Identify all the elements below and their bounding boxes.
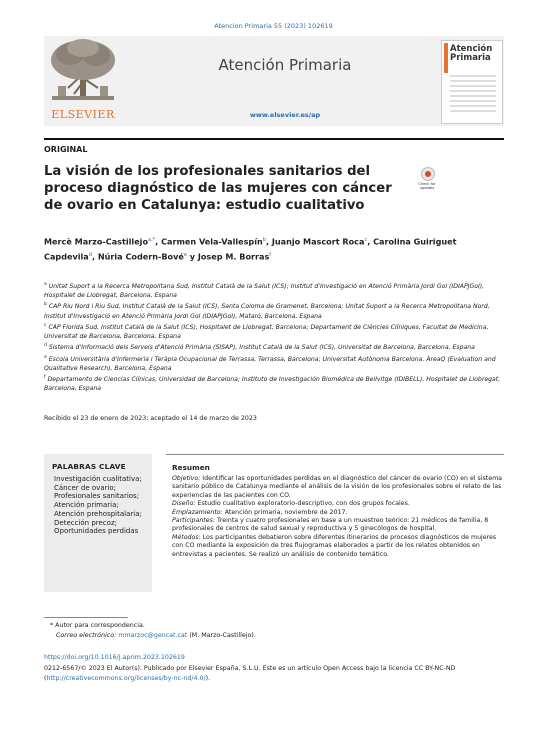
author-name[interactable]: Núria Codern-Bové [97,251,184,262]
keyword-item: Detección precoz; [54,518,117,527]
corresponding-author-note: * Autor para correspondencia. [50,622,145,629]
email-note: Correo electrónico: mmarzoc@gencat.cat (M. Marzo-Castillejo). [56,632,256,639]
article-title: La visión de los profesionales sanitarios del proceso diagnóstico de las mujeres con cáncer de ovario en Catalunya: estudio cualitativo [44,164,392,213]
author-affiliation-mark[interactable]: e [183,251,187,258]
keywords-heading: PALABRAS CLAVE [52,462,126,471]
author-affiliation-mark[interactable]: c [364,237,368,243]
author-name[interactable]: Josep M. Borras [197,251,270,262]
abstract-panel [166,454,504,592]
header-divider [44,138,504,140]
received-accepted-dates: Recibido el 23 de enero de 2023; aceptado el 14 de marzo de 2023 [44,415,257,422]
keywords-list [54,475,150,536]
affiliation-item: $^c$ CAP Florida Sud, Institut Català de la Salut (ICS), Hospitalet de Llobregat, Barcelona; Departament de Ciències Clíniques, Facultat de Medicina, Universitat de Barcelona, Barcelona, Espana [44,322,489,341]
abstract-paragraph: Objetivo: Identificar las oportunidades perdidas en el diagnóstico del cáncer de ovario (CO) en el sistema sanitario público de Catalunya mediante el análisis de la visión de los profesionales sobre el relato de las experiencias de las pacientes con CO. [172,475,503,499]
author-name[interactable]: Carolina Guiriguet Capdevila [44,236,457,262]
check-updates-icon [421,167,435,181]
doi-link[interactable]: https://doi.org/10.1016/j.aprim.2023.102619 [44,654,185,661]
publisher-name: ELSEVIER [51,108,115,121]
journal-title: Atención Primaria [218,56,352,74]
abstract-divider [166,454,504,455]
keyword-item: Oportunidades perdidas [54,527,139,536]
cover-text-lines [450,75,496,115]
section-label: ORIGINAL [44,145,88,154]
affiliation-item: $^d$ Sistema d'Informació dels Serveis d'Atenció Primària (SISAP), Institut Català de la Salut (ICS), Universitat de Barcelona, Barcelona, Espana [44,343,475,352]
cover-title: Atención Primaria [450,44,493,63]
author-name[interactable]: Mercè Marzo-Castillejo [44,236,149,247]
author-affiliation-mark[interactable]: b [262,237,266,243]
abstract-paragraph: Diseño: Estudio cualitativo exploratorio-descriptivo, con dos grupos focales. [172,500,410,508]
keyword-item: Atención primaria; [54,501,119,510]
affiliation-item: $^e$ Escola Universitària d'Infermeria i Teràpia Ocupacional de Terrassa, Terrassa, Barcelona; Universitat Autònoma Barcelona. ÀreaQ (Evaluation and Qualitative Research), Barcelona, Espana [44,354,496,372]
author-affiliation-mark[interactable]: d [88,251,92,258]
abstract-body [172,475,506,559]
license-link[interactable]: http://creativecommons.org/licenses/by-nc-nd/4.0/ [46,674,206,682]
abstract-paragraph: Métodos: Los participantes debatieron sobre diferentes itinerarios de procesos diagnósticos de mujeres con CO mediante la exposición de tres flujogramas elaborados a partir de los relatos obtenidos en entrevistas a pacientes. Se realizó un análisis de contenido temático. [172,533,497,558]
affiliation-item: $^f$ Departamento de Ciencias Clínicas, Universidad de Barcelona; Instituto de Investigación Biomédica de Bellvitge (IDIBELL), Hospitalet de Llobregat, Barcelona, Espana [44,375,501,393]
keyword-item: Investigación cualitativa; [54,475,142,483]
keywords-panel [44,454,152,592]
journal-url-link[interactable]: www.elsevier.es/ap [249,111,321,119]
license-statement: 0212-6567/© 2023 El Autor(s). Publicado por Elsevier España, S.L.U. Este es un artículo Open Access bajo la licencia CC BY-NC-ND (http://creativecommons.org/licenses/by-nc-nd/4.0/). [44,665,456,682]
email-link[interactable]: mmarzoc@gencat.cat [118,632,188,639]
author-affiliation-mark[interactable]: f [269,251,272,258]
journal-cover-image [441,40,503,124]
author-name[interactable]: Carmen Vela-Vallespín [161,236,263,247]
author-name[interactable]: Juanjo Mascort Roca [271,236,365,247]
author-list: Mercè Marzo-Castillejo$^{a,*}$, Carmen Vela-Vallespín$^b$, Juanjo Mascort Roca$^c$, Carolina Guiriguet Capdevila$^d$, Núria Codern-Bové$^e$ y Josep M. Borras$^f$ [44,236,457,262]
abstract-heading: Resumen [172,463,210,472]
affiliations [44,280,509,394]
cover-accent-bar [444,43,448,73]
keyword-item: Profesionales sanitarios; [54,492,140,501]
keyword-item: Atención prehospitalaria; [54,509,142,518]
keyword-item: Cáncer de ovario; [54,483,117,492]
footnote-divider [44,617,128,618]
author-affiliation-mark[interactable]: a,* [148,237,156,243]
check-updates-label: Check for updates [418,182,436,190]
affiliation-item: $^b$ CAP Riu Nord i Riu Sud, Institut Català de la Salut (ICS), Santa Coloma de Gramenet, Barcelona; Unitat Suport a la Recerca Metropolitana Nord, Institut d'Investigació en Atenció Primària Jordi Gol (IDIAPJGol), Mataró, Barcelona, Espana [44,302,490,320]
journal-reference[interactable]: Atencion Primaria 55 (2023) 102619 [214,22,333,30]
affiliation-item: $^a$ Unitat Suport a la Recerca Metropolitana Sud, Institut Català de la Salut (ICS); Institut d'Investigació en Atenció Primària Jordi Gol (IDIAPJGol), Hospitalet de Llobregat, Barcelona, Espana [44,282,485,300]
abstract-paragraph: Emplazamiento: Atención primaria, noviembre de 2017. [172,508,348,516]
check-for-updates-button[interactable] [414,167,440,193]
abstract-paragraph: Participantes: Treinta y cuatro profesionales en base a un muestreo teórico: 21 médicos de familia, 8 profesionales de centros de salud sexual y reproductiva y 5 ginecólogos de hospital. [172,517,489,533]
